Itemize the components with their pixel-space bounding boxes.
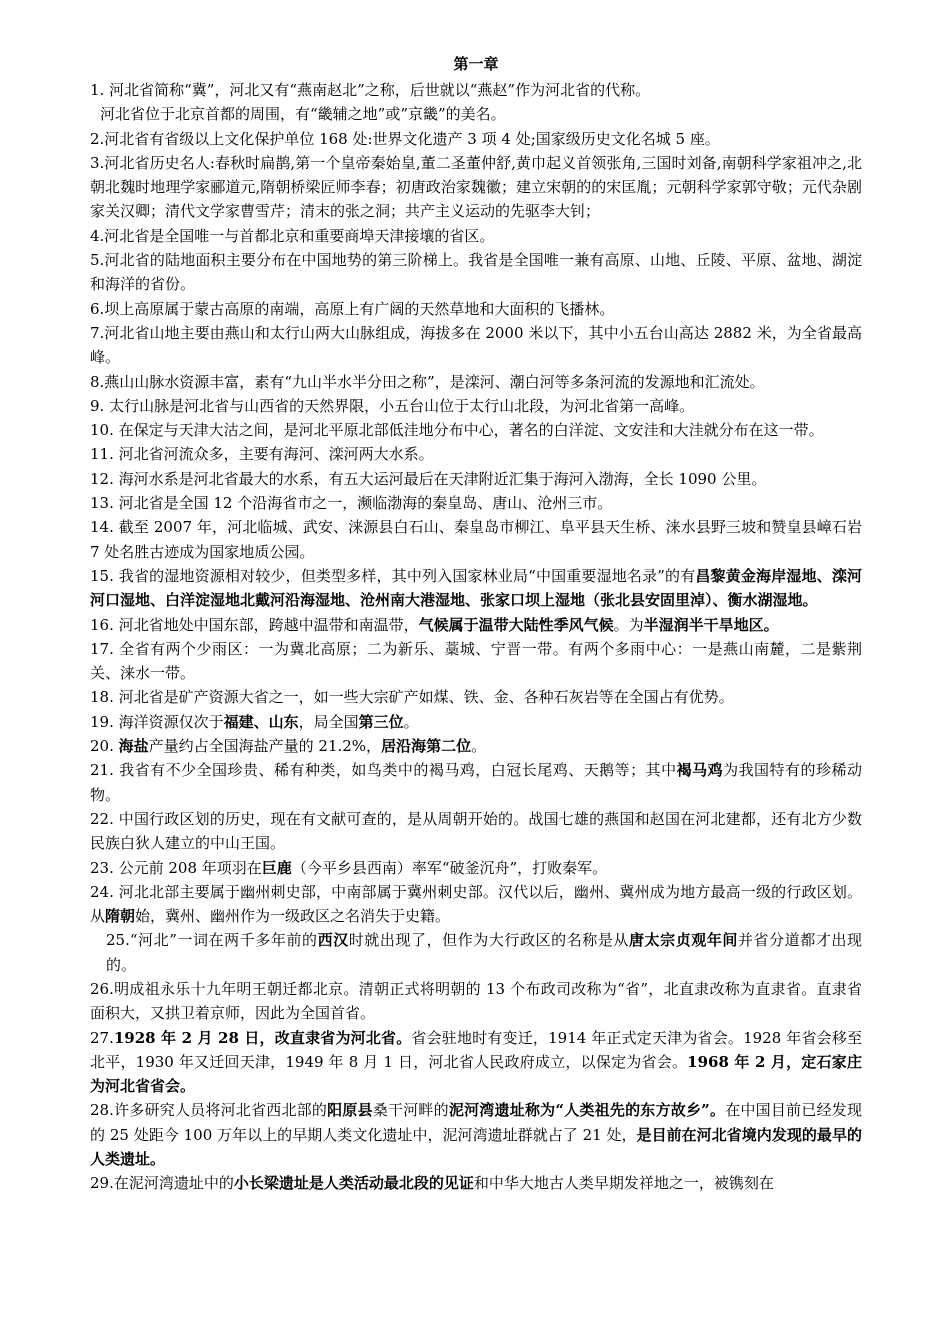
- text-segment: ，局全国: [298, 712, 359, 731]
- paragraph: [90, 127, 862, 151]
- bold-text: 第三位: [358, 712, 404, 731]
- bold-text: 泥河湾遗址称为“人类祖先的东方故乡”。: [448, 1101, 726, 1120]
- bold-text: 隋朝: [105, 907, 136, 926]
- bold-text: 1928 年 2 月 28 日，改直隶省为河北省。: [113, 1028, 412, 1047]
- bold-text: 小长梁遗址是人类活动最北段的见证: [233, 1174, 474, 1193]
- text-segment: 始，冀州、幽州作为一级政区之名消失于史籍。: [135, 907, 451, 926]
- text-segment: 14. 截至 2007 年，河北临城、武安、涞源县白石山、秦皇岛市柳江、阜平县天生桥、涞水县野三坡和赞皇县嶂石岩 7 处名胜古迹成为国家地质公园。: [90, 518, 862, 561]
- text-segment: 6.坝上高原属于蒙古高原的南端，高原上有广阔的天然草地和大面积的飞播林。: [90, 299, 615, 318]
- paragraph: [90, 613, 862, 637]
- text-segment: 产量约占全国海盐产量的 21.2%，: [148, 737, 382, 756]
- paragraph: [90, 224, 862, 248]
- paragraph: [90, 151, 862, 224]
- paragraph: [90, 734, 862, 758]
- bold-text: 半湿润半干旱地区。: [643, 615, 779, 634]
- paragraph: [90, 102, 862, 126]
- paragraph: [90, 515, 862, 564]
- text-segment: 22. 中国行政区划的历史，现在有文献可查的，是从周朝开始的。战国七雄的燕国和赵国在河北建都，还有北方少数民族白狄人建立的中山王国。: [90, 809, 862, 853]
- text-segment: 8.燕山山脉水资源丰富，素有“九山半水半分田之称”，是滦河、潮白河等多条河流的发源地和汇流处。: [90, 372, 765, 391]
- bold-text: 海盐: [118, 737, 149, 756]
- text-segment: 桑干河畔的: [372, 1101, 449, 1120]
- text-segment: 10. 在保定与天津大沽之间，是河北平原北部低洼地分布中心，著名的白洋淀、文安洼和大洼就分布在这一带。: [90, 421, 824, 440]
- bold-text: 是目前在河北省境内发现的最早的人类遗址。: [90, 1125, 862, 1169]
- bold-text: 褐马鸡: [676, 761, 724, 780]
- text-segment: 为我国特有的珍稀动物。: [90, 761, 862, 804]
- text-segment: 23. 公元前 208 年项羽在: [90, 858, 262, 877]
- text-segment: 。: [471, 737, 487, 756]
- text-segment: 26.明成祖永乐十九年明王朝迁都北京。清朝正式将明朝的 13 个布政司改称为“省”，北直隶改称为直隶省。直隶省面积大，又拱卫着京师，因此为全国首省。: [90, 979, 862, 1023]
- text-segment: 21. 我省有不少全国珍贵、稀有种类，如鸟类中的褐马鸡，白冠长尾鸡、天鹅等；其中: [90, 761, 677, 780]
- paragraph: [90, 856, 862, 880]
- paragraph: [90, 880, 862, 929]
- text-segment: 2.河北省有省级以上文化保护单位 168 处:世界文化遗产 3 项 4 处;国家级历史文化名城 5 座。: [90, 129, 720, 148]
- text-segment: 24. 河北北部主要属于幽州刺史部，中南部属于冀州刺史部。汉代以后，幽州、冀州成为地方最高一级的行政区划。从: [90, 882, 862, 926]
- paragraph: [90, 637, 862, 686]
- paragraph: [90, 807, 862, 856]
- text-segment: 20.: [90, 737, 119, 756]
- text-segment: 。为: [613, 615, 644, 634]
- document-body: [90, 78, 862, 1196]
- bold-text: 唐太宗贞观年间: [628, 931, 738, 950]
- text-segment: 并省分道都才出现的。: [106, 931, 862, 974]
- text-segment: 5.河北省的陆地面积主要分布在中国地势的第三阶梯上。我省是全国唯一兼有高原、山地、丘陵、平原、盆地、湖淀和海洋的省份。: [90, 251, 862, 294]
- text-segment: 19. 海洋资源仅次于: [90, 712, 224, 731]
- paragraph: [90, 928, 862, 977]
- text-segment: 16. 河北省地处中国东部，跨越中温带和南温带，: [90, 615, 419, 634]
- text-segment: 7.河北省山地主要由燕山和太行山两大山脉组成，海拔多在 2000 米以下，其中小五台山高达 2882 米，为全省最高峰。: [90, 323, 862, 367]
- paragraph: [90, 297, 862, 321]
- paragraph: [90, 1171, 862, 1195]
- bold-text: 巨鹿: [261, 858, 292, 877]
- paragraph: [90, 394, 862, 418]
- bold-text: 阳原县: [327, 1101, 373, 1120]
- text-segment: （今平乡县西南）率军“破釜沉舟”，打败秦军。: [291, 858, 608, 877]
- paragraph: [90, 1026, 862, 1099]
- bold-text: 福建、山东: [223, 712, 299, 731]
- text-segment: 11. 河北省河流众多，主要有海河、滦河两大水系。: [90, 445, 434, 464]
- paragraph: [90, 710, 862, 734]
- paragraph: [90, 491, 862, 515]
- text-segment: 15. 我省的湿地资源相对较少，但类型多样，其中列入国家林业局“中国重要湿地名录”的有: [90, 566, 696, 585]
- paragraph: [90, 685, 862, 709]
- text-segment: 29.在泥河湾遗址中的: [90, 1174, 234, 1193]
- bold-text: 西汉: [317, 931, 349, 950]
- text-segment: 和中华大地古人类早期发祥地之一，被镌刻在: [473, 1174, 774, 1193]
- paragraph: [90, 418, 862, 442]
- text-segment: 3.河北省历史名人:春秋时扁鹊,第一个皇帝秦始皇,董二圣董仲舒,黄巾起义首领张角,三国时刘备,南朝科学家祖冲之,北朝北魏时地理学家郦道元,隋朝桥梁匠师李春；初唐政治家魏徽；建立宋朝的的宋匡胤；元朝科学家郭守敬；元代杂剧家关汉卿；清代文学家曹雪芹；清末的张之洞；共产主义运动的先驱李大钊；: [90, 153, 862, 221]
- text-segment: 1. 河北省简称“冀”，河北又有“燕南赵北”之称，后世就以“燕赵”作为河北省的代称。: [90, 81, 651, 99]
- text-segment: 28.许多研究人员将河北省西北部的: [90, 1101, 328, 1120]
- paragraph: [90, 467, 862, 491]
- text-segment: 13. 河北省是全国 12 个沿海省市之一，濒临渤海的秦皇岛、唐山、沧州三市。: [90, 494, 613, 513]
- paragraph: [90, 758, 862, 807]
- text-segment: 在中国目前已经发现的 25 处距今 100 万年以上的早期人类文化遗址中，泥河湾遗址群就占了 21 处，: [90, 1101, 862, 1144]
- paragraph: [90, 977, 862, 1026]
- text-segment: 时就出现了，但作为大行政区的名称是从: [348, 931, 629, 950]
- paragraph: [90, 564, 862, 613]
- paragraph: [90, 1098, 862, 1171]
- bold-text: 昌黎黄金海岸湿地、滦河河口湿地、白洋淀湿地北戴河沿海湿地、沧州南大港湿地、张家口坝上湿地（张北县安固里淖）、衡水湖湿地。: [90, 566, 862, 610]
- bold-text: 居沿海第二位: [381, 737, 472, 756]
- paragraph: [90, 370, 862, 394]
- paragraph: [90, 321, 862, 370]
- text-segment: 河北省位于北京首都的周围，有“畿辅之地”或”京畿”的美名。: [100, 105, 506, 124]
- text-segment: 12. 海河水系是河北省最大的水系，有五大运河最后在天津附近汇集于海河入渤海，全长 1090 公里。: [90, 469, 767, 488]
- bold-text: 气候属于温带大陆性季风气候: [418, 615, 614, 634]
- paragraph: [90, 248, 862, 297]
- text-segment: 25.“河北”一词在两千多年前的: [106, 931, 318, 950]
- paragraph: [90, 78, 862, 102]
- text-segment: 17. 全省有两个少雨区：一为冀北高原；二为新乐、藁城、宁晋一带。有两个多雨中心：一是燕山南麓，二是紫荆关、涞水一带。: [90, 639, 862, 683]
- text-segment: 4.河北省是全国唯一与首都北京和重要商埠天津接壤的省区。: [90, 226, 495, 245]
- paragraph: [90, 442, 862, 466]
- chapter-title: 第一章: [453, 55, 499, 73]
- text-segment: 9. 太行山脉是河北省与山西省的天然界限，小五台山位于太行山北段，为河北省第一高峰。: [90, 396, 695, 415]
- text-segment: 。: [403, 712, 419, 731]
- text-segment: 省会驻地时有变迁，1914 年正式定天津为省会。1928 年省会移至北平，1930 年又迁回天津，1949 年 8 月 1 日，河北省人民政府成立，以保定为省会。: [90, 1028, 863, 1071]
- text-segment: 18. 河北省是矿产资源大省之一，如一些大宗矿产如煤、铁、金、各种石灰岩等在全国占有优势。: [90, 688, 734, 707]
- bold-text: 1968 年 2 月，定石家庄为河北省省会。: [90, 1052, 862, 1096]
- text-segment: 27.: [90, 1028, 114, 1047]
